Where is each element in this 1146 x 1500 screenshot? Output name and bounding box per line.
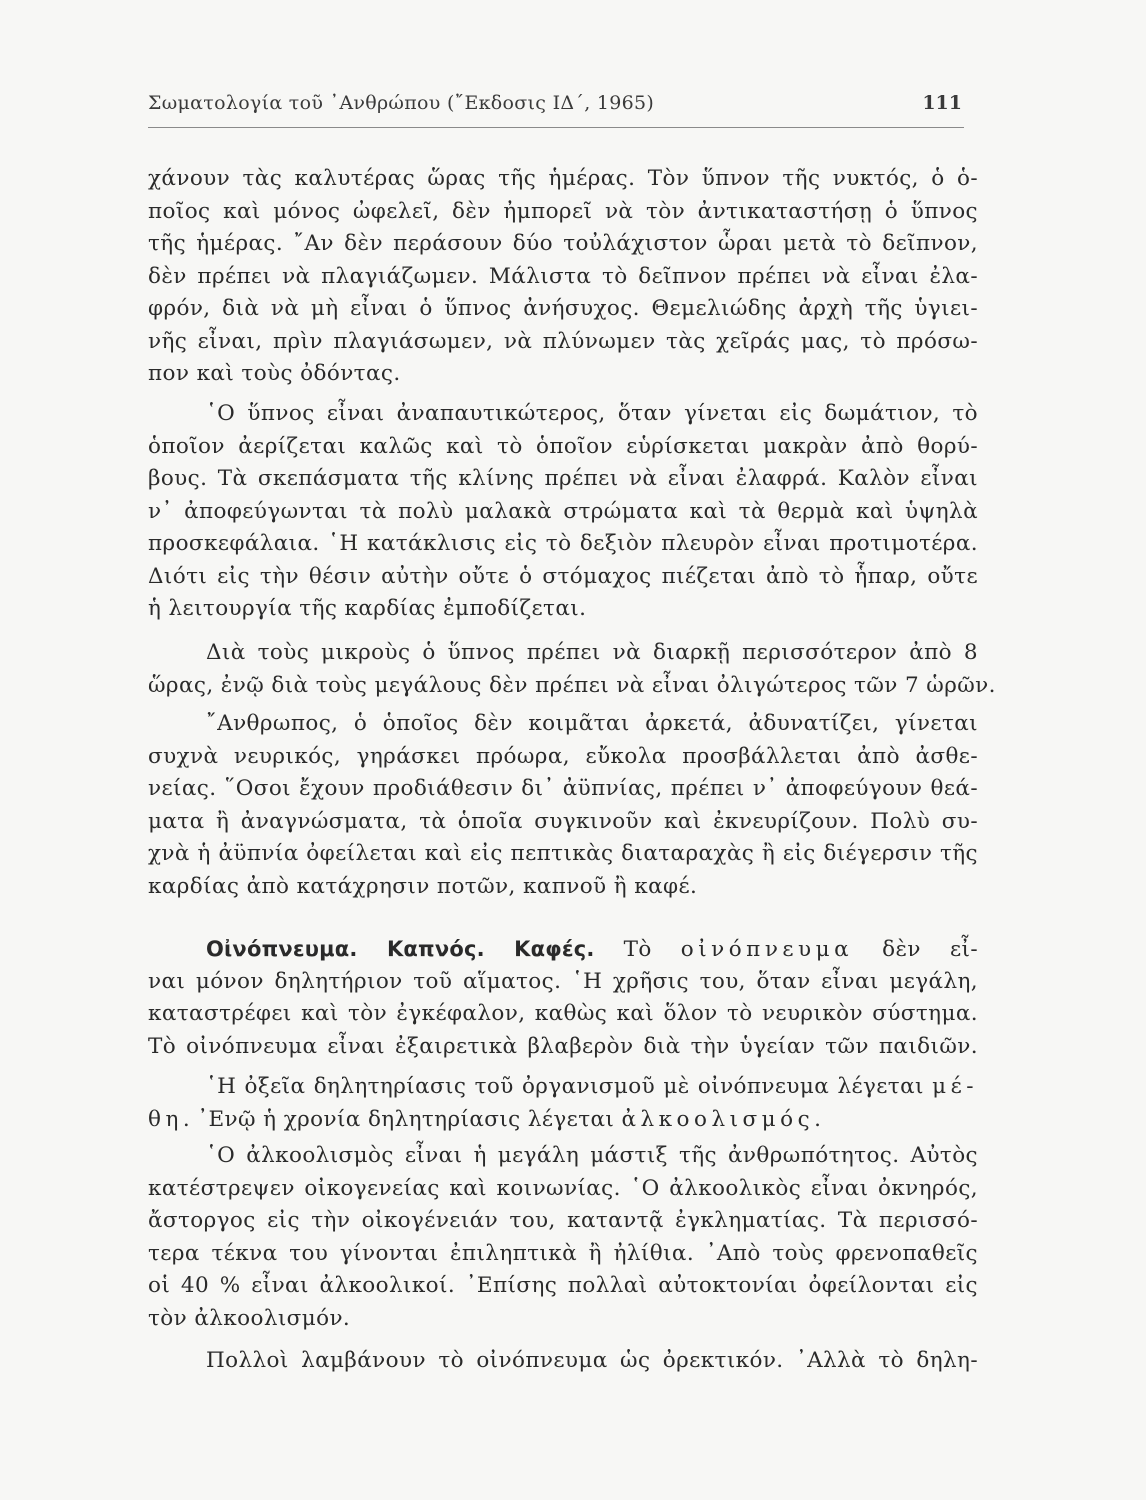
text-line: νῆς εἶναι, πρὶν πλαγιάσωμεν, νὰ πλύνωμεν τὰς χεῖράς μας, τὸ πρόσω- <box>148 328 978 354</box>
page-number: 111 <box>922 92 962 114</box>
text-line: ῾Ο ἀλκοολισμὸς εἶναι ἡ μεγάλη μάστιξ τῆς ἀνθρωπότητος. Αὐτὸς <box>206 1143 978 1168</box>
inline-text: . <box>814 1106 822 1132</box>
text-line: οἱ 40 % εἶναι ἀλκοολικοί. ᾿Επίσης πολλαὶ αὐτοκτονίαι ὀφείλονται εἰς <box>148 1273 978 1298</box>
text-line: χνὰ ἡ ἀϋπνία ὀφείλεται καὶ εἰς πεπτικὰς διαταραχὰς ἢ εἰς διέγερσιν τῆς <box>148 841 978 866</box>
text-line: τερα τέκνα του γίνονται ἐπιληπτικὰ ἢ ἠλίθια. ᾿Απὸ τοὺς φρενοπαθεῖς <box>148 1240 978 1266</box>
spaced-term: οἰνόπνευμα <box>680 937 854 962</box>
text-line: ῎Ανθρωπος, ὁ ὁποῖος δὲν κοιμᾶται ἀρκετά, ἀδυνατίζει, γίνεται <box>206 711 978 736</box>
running-title: Σωματολογία τοῦ ᾿Ανθρώπου (῎Εκδοσις ΙΔ΄, 1965) <box>148 92 655 114</box>
text-line <box>148 933 978 966</box>
text-line: νείας. ῞Οσοι ἔχουν προδιάθεσιν δι᾿ ἀϋπνίας, πρέπει ν᾿ ἀποφεύγουν θεά- <box>148 776 978 801</box>
text-line: ποῖος καὶ μόνος ὠφελεῖ, δὲν ἠμπορεῖ νὰ τὸν ἀντικαταστήσῃ ὁ ὕπνος <box>148 198 978 224</box>
spaced-term: μέ- <box>932 1074 978 1099</box>
paragraph-sleep-habits <box>148 163 978 391</box>
text-line: Διότι εἰς τὴν θέσιν αὐτὴν οὔτε ὁ στόμαχος πιέζεται ἀπὸ τὸ ἧπαρ, οὔτε <box>148 563 978 589</box>
inline-text: Τὸ <box>594 937 681 962</box>
text-line: καταστρέφει καὶ τὸν ἐγκέφαλον, καθὼς καὶ ὅλον τὸ νευρικὸν σύστημα. <box>148 1001 978 1026</box>
paragraph-sleep-deprivation <box>148 708 978 903</box>
page-header <box>148 92 964 128</box>
text-line: ν᾿ ἀποφεύγωνται τὰ πολὺ μαλακὰ στρώματα καὶ τὰ θερμὰ καὶ ὑψηλὰ <box>148 498 978 524</box>
text-line: κατέστρεψεν οἰκογενείας καὶ κοινωνίας. ῾Ο ἀλκοολικὸς εἶναι ὀκνηρός, <box>148 1175 978 1201</box>
text-line: ἡ λειτουργία τῆς καρδίας ἐμποδίζεται. <box>148 596 587 621</box>
inline-text: ῾Η ὀξεῖα δηλητηρίασις τοῦ ὀργανισμοῦ μὲ οἰνόπνευμα λέγεται <box>206 1074 933 1099</box>
text-line: ὥρας, ἐνῷ διὰ τοὺς μεγάλους δὲν πρέπει νὰ εἶναι ὀλιγώτερος τῶν 7 ὡρῶν. <box>148 672 996 698</box>
text-line: τὸν ἀλκοολισμόν. <box>148 1305 351 1331</box>
text-line: ῾Ο ὕπνος εἶναι ἀναπαυτικώτερος, ὅταν γίνεται εἰς δωμάτιον, τὸ <box>206 401 978 426</box>
paragraph-sleep-room <box>148 398 978 626</box>
text-line: πον καὶ τοὺς ὀδόντας. <box>148 361 401 386</box>
inline-text: . ᾿Ενῷ ἡ χρονία δηλητηρίασις λέγεται <box>182 1106 622 1132</box>
text-line: φρόν, διὰ νὰ μὴ εἶναι ὁ ὕπνος ἀνήσυχος. Θεμελιώδης ἀρχὴ τῆς ὑγιει- <box>148 296 978 321</box>
text-line: καρδίας ἀπὸ κατάχρησιν ποτῶν, καπνοῦ ἢ καφέ. <box>148 873 698 899</box>
spaced-term: θη <box>148 1106 183 1132</box>
section-heading: Οἰνόπνευμα. Καπνός. Καφές. <box>206 937 595 961</box>
text-line: ἄστοργος εἰς τὴν οἰκογένειάν του, καταντᾷ ἐγκληματίας. Τὰ περισσό- <box>148 1208 978 1233</box>
text-line: Διὰ τοὺς μικροὺς ὁ ὕπνος πρέπει νὰ διαρκῇ περισσότερον ἀπὸ 8 <box>206 640 978 665</box>
text-line: Τὸ οἰνόπνευμα εἶναι ἐξαιρετικὰ βλαβερὸν διὰ τὴν ὑγείαν τῶν παιδιῶν. <box>148 1033 978 1059</box>
paragraph-alcoholism <box>148 1140 978 1335</box>
text-line <box>148 1104 978 1137</box>
text-line: βους. Τὰ σκεπάσματα τῆς κλίνης πρέπει νὰ εἶναι ἐλαφρά. Καλὸν εἶναι <box>148 466 978 491</box>
paragraph-intoxication <box>148 1071 978 1136</box>
text-line: χάνουν τὰς καλυτέρας ὥρας τῆς ἡμέρας. Τὸν ὕπνον τῆς νυκτός, ὁ ὁ- <box>148 166 978 191</box>
text-line: Πολλοὶ λαμβάνουν τὸ οἰνόπνευμα ὡς ὀρεκτικόν. ᾿Αλλὰ τὸ δηλη- <box>206 1348 978 1373</box>
inline-text: δὲν εἶ- <box>853 937 978 962</box>
paragraph-appetite <box>148 1345 978 1378</box>
header-divider <box>148 127 964 128</box>
text-line: ματα ἢ ἀναγνώσματα, τὰ ὁποῖα συγκινοῦν καὶ ἐκνευρίζουν. Πολὺ συ- <box>148 808 978 834</box>
spaced-term: ἀλκοολισμός <box>621 1106 815 1132</box>
paragraph-alcohol-intro <box>148 933 978 1063</box>
text-line: ναι μόνον δηλητήριον τοῦ αἵματος. ῾Η χρῆσις του, ὅταν εἶναι μεγάλη, <box>148 968 978 994</box>
text-line: ὁποῖον ἀερίζεται καλῶς καὶ τὸ ὁποῖον εὑρίσκεται μακρὰν ἀπὸ θορύ- <box>148 433 978 459</box>
paragraph-sleep-duration <box>148 637 996 702</box>
text-line <box>148 1071 978 1104</box>
text-line: δὲν πρέπει νὰ πλαγιάζωμεν. Μάλιστα τὸ δεῖπνον πρέπει νὰ εἶναι ἐλα- <box>148 263 978 289</box>
text-line: προσκεφάλαια. ῾Η κατάκλισις εἰς τὸ δεξιὸν πλευρὸν εἶναι προτιμοτέρα. <box>148 531 978 556</box>
text-line: συχνὰ νευρικός, γηράσκει πρόωρα, εὔκολα προσβάλλεται ἀπὸ ἀσθε- <box>148 743 978 769</box>
text-line: τῆς ἡμέρας. ῎Αν δὲν περάσουν δύο τοὐλάχιστον ὧραι μετὰ τὸ δεῖπνον, <box>148 231 978 256</box>
